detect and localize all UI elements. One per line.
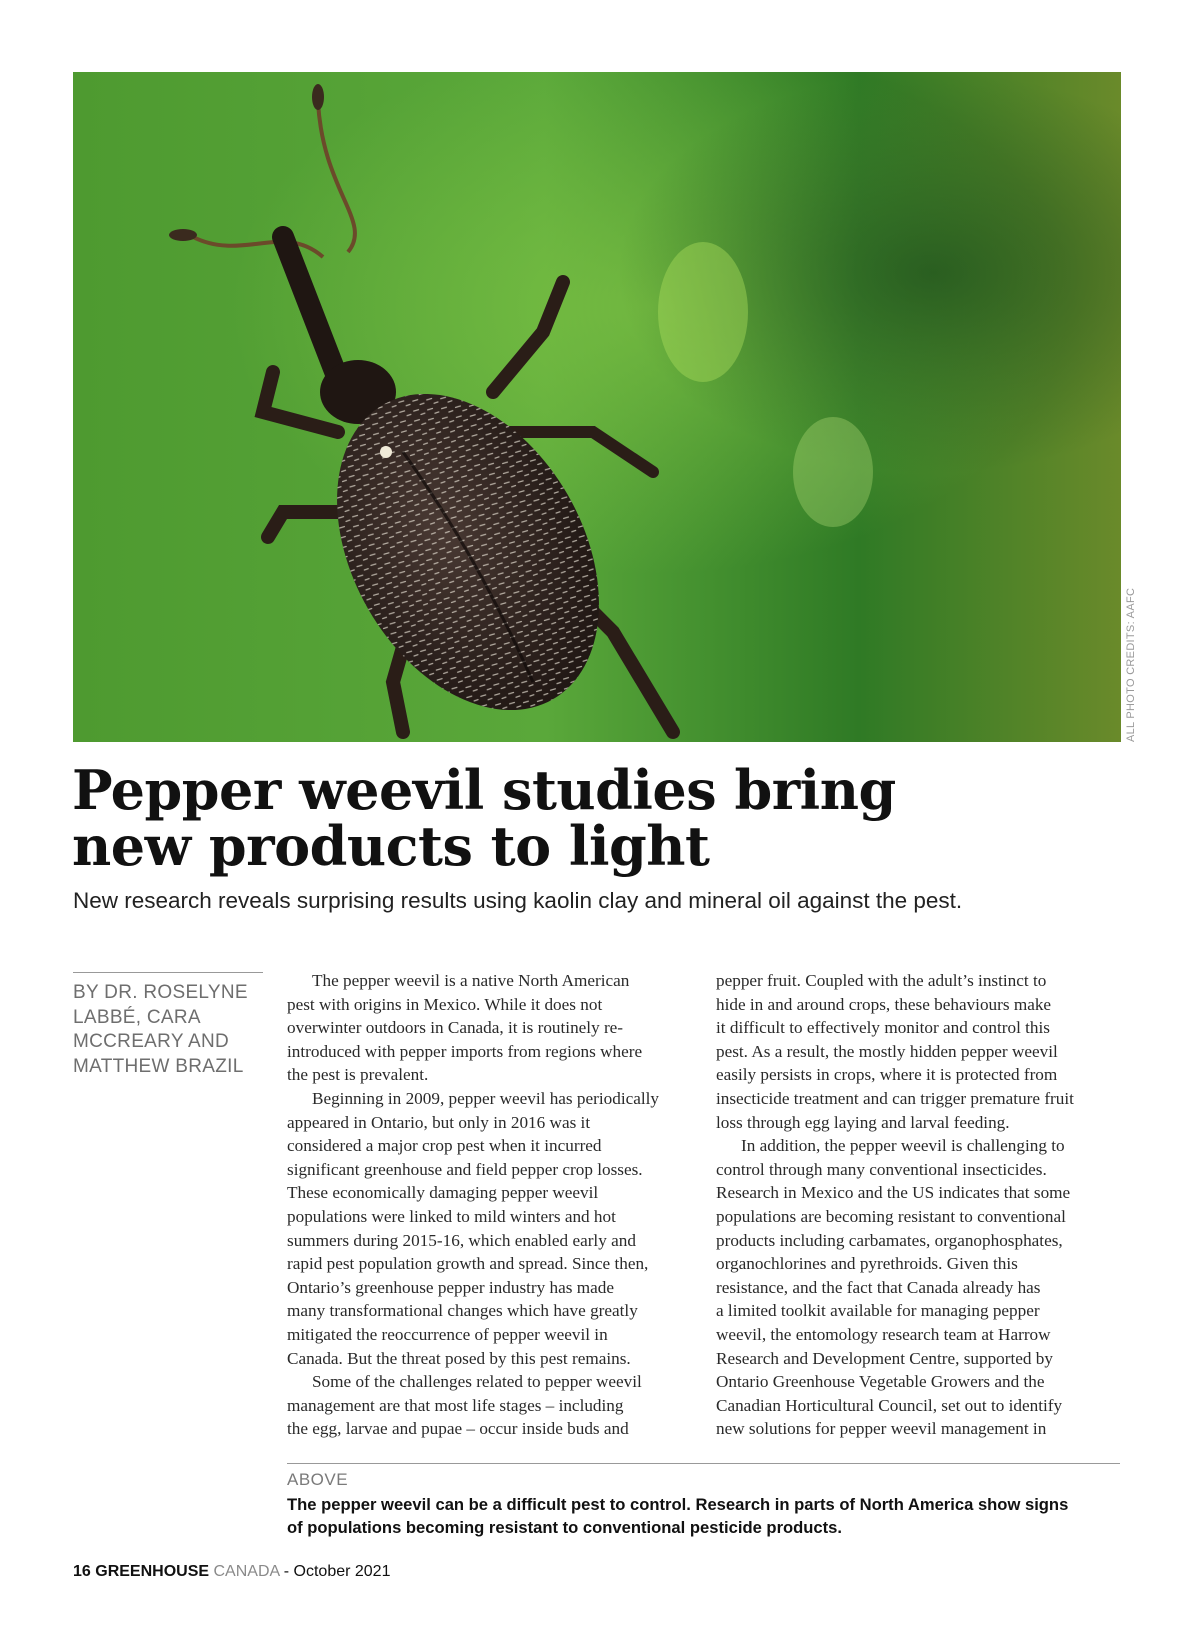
body-line: The pepper weevil is a native North American <box>312 971 630 990</box>
body-line: Some of the challenges related to pepper weevil <box>312 1372 642 1392</box>
byline-line: MATTHEW BRAZIL <box>73 1055 244 1077</box>
body-line: products including carbamates, organophosphates, <box>716 1230 1063 1250</box>
body-line: insecticide treatment and can trigger premature fruit <box>716 1088 1074 1108</box>
body-line: it difficult to effectively monitor and control this <box>716 1018 1050 1038</box>
body-line: Beginning in 2009, pepper weevil has periodically <box>312 1088 660 1108</box>
body-line: Research in Mexico and the US indicates that some <box>716 1183 1071 1203</box>
byline-line: LABBÉ, CARA <box>73 1006 201 1028</box>
body-line: introduced with pepper imports from regions where <box>287 1041 643 1061</box>
magazine-name-light <box>209 1563 279 1580</box>
body-line: a limited toolkit available for managing pepper <box>716 1301 1040 1321</box>
body-line: populations are becoming resistant to conventional <box>716 1206 1066 1226</box>
body-line: Canadian Horticultural Council, set out to identify <box>716 1395 1063 1415</box>
body-line: the egg, larvae and pupae – occur inside buds and <box>287 1419 629 1439</box>
photo-caption <box>287 1494 1127 1539</box>
body-line: new solutions for pepper weevil management in <box>716 1419 1047 1439</box>
body-line: mitigated the reoccurrence of pepper weevil in <box>287 1324 608 1344</box>
body-line: In addition, the pepper weevil is challenging to <box>741 1136 1065 1156</box>
body-column-1 <box>287 969 697 1441</box>
body-line: rapid pest population growth and spread. Since then, <box>287 1254 649 1274</box>
article-deck: New research reveals surprising results using kaolin clay and mineral oil against the pest. <box>73 888 963 913</box>
photo-credit: ALL PHOTO CREDITS: AAFC <box>1125 587 1137 742</box>
article-title <box>72 758 1072 878</box>
body-line: overwinter outdoors in Canada, it is routinely re- <box>287 1018 624 1038</box>
body-line: considered a major crop pest when it incurred <box>287 1136 602 1156</box>
byline <box>73 981 273 1079</box>
caption-line: The pepper weevil can be a difficult pest to control. Research in parts of North America show signs <box>287 1495 1069 1514</box>
body-line: Canada. But the threat posed by this pest remains. <box>287 1348 631 1368</box>
body-line: summers during 2015-16, which enabled early and <box>287 1230 636 1250</box>
body-line: pest with origins in Mexico. While it does not <box>287 994 603 1014</box>
caption-line: of populations becoming resistant to conventional pesticide products. <box>287 1517 843 1537</box>
body-line: significant greenhouse and field pepper crop losses. <box>287 1159 643 1179</box>
body-line: the pest is prevalent. <box>287 1065 429 1085</box>
body-line: Ontario’s greenhouse pepper industry has made <box>287 1277 614 1297</box>
page-footer <box>73 1563 390 1581</box>
body-line: easily persists in crops, where it is protected from <box>716 1065 1058 1085</box>
byline-divider <box>73 972 263 973</box>
weevil-photo-illustration <box>73 72 1121 742</box>
body-line: These economically damaging pepper weevil <box>287 1183 599 1203</box>
body-line: pest. As a result, the mostly hidden pepper weevil <box>716 1041 1058 1061</box>
byline-line: BY DR. ROSELYNE <box>73 982 248 1003</box>
title-line: new products to light <box>72 814 710 878</box>
body-line: Ontario Greenhouse Vegetable Growers and the <box>716 1372 1045 1392</box>
caption-label: ABOVE <box>287 1470 349 1489</box>
body-line: pepper fruit. Coupled with the adult’s instinct to <box>716 971 1047 990</box>
body-column-2 <box>716 969 1126 1441</box>
body-line: Research and Development Centre, supported by <box>716 1348 1053 1368</box>
body-line: control through many conventional insecticides. <box>716 1159 1047 1179</box>
title-line: Pepper weevil studies bring <box>72 758 896 822</box>
body-line: appeared in Ontario, but only in 2016 was it <box>287 1112 591 1132</box>
body-line: many transformational changes which have greatly <box>287 1301 638 1321</box>
page-number: 16 <box>73 1563 91 1580</box>
caption-divider <box>287 1463 1120 1464</box>
body-line: resistance, and the fact that Canada already has <box>716 1277 1041 1297</box>
body-line: organochlorines and pyrethroids. Given this <box>716 1254 1018 1274</box>
body-line: hide in and around crops, these behaviours make <box>716 994 1052 1014</box>
body-line: weevil, the entomology research team at Harrow <box>716 1324 1051 1344</box>
body-line: management are that most life stages – including <box>287 1395 624 1415</box>
byline-line: MCCREARY AND <box>73 1031 229 1052</box>
body-line: loss through egg laying and larval feeding. <box>716 1112 1010 1132</box>
weevil-photo <box>73 72 1121 742</box>
magazine-name-bold: GREENHOUSE <box>95 1563 210 1580</box>
issue-date: - October 2021 <box>283 1563 391 1580</box>
body-line: populations were linked to mild winters and hot <box>287 1206 616 1226</box>
magazine-name-light-text: CANADA <box>213 1563 280 1580</box>
